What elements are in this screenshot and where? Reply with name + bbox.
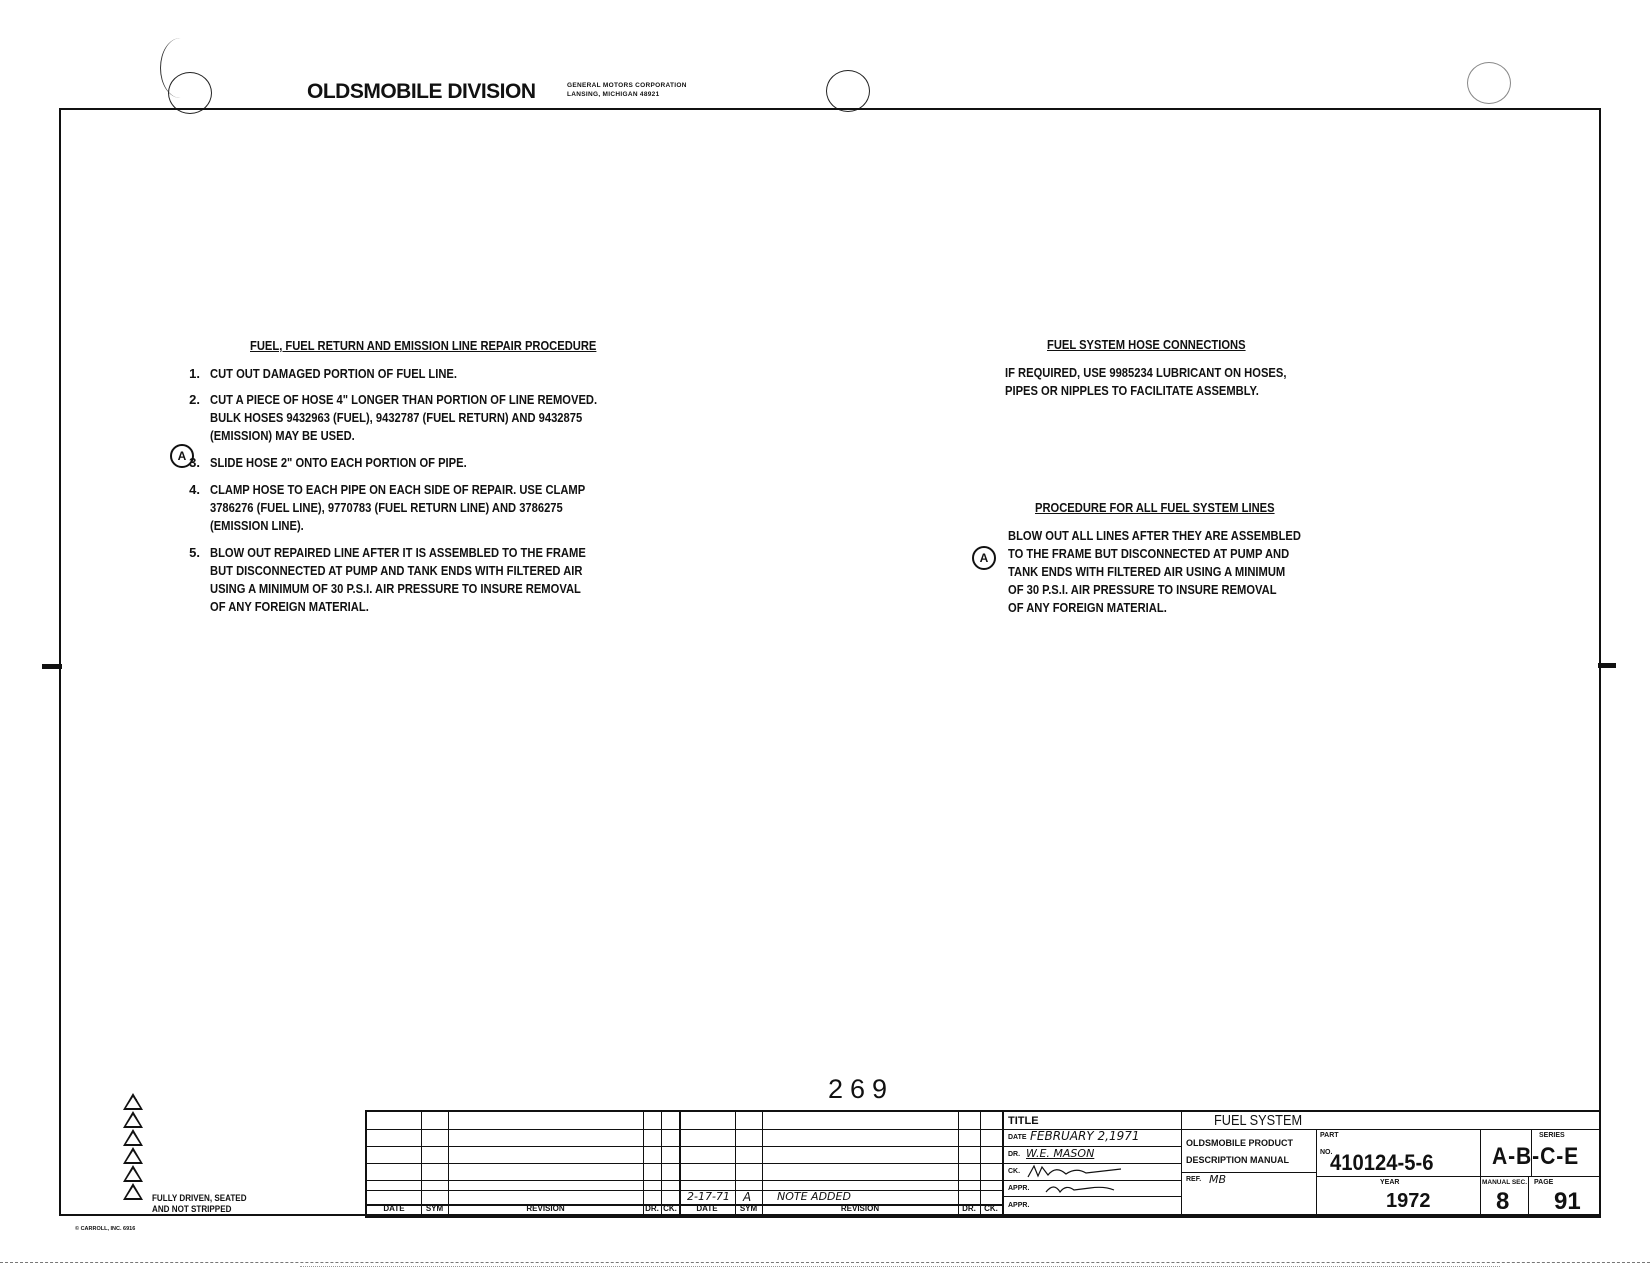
- hose-connections-text: IF REQUIRED, USE 9985234 LUBRICANT ON HOSES, PIPES OR NIPPLES TO FACILITATE ASSEMBLY.: [1005, 365, 1287, 398]
- repair-procedure-title: FUEL, FUEL RETURN AND EMISSION LINE REPAIR PROCEDURE: [250, 338, 597, 353]
- right-margin-mark: [1598, 663, 1616, 668]
- left-margin-mark: [42, 664, 62, 669]
- procedure-step-2: 2. CUT A PIECE OF HOSE 4" LONGER THAN PORTION OF LINE REMOVED. BULK HOSES 9432963 (FUEL), 9432787 (FUEL RETURN) AND 9432875 (EMISSION) MAY BE USED.: [189, 392, 598, 443]
- corporation-info: GENERAL MOTORS CORPORATION LANSING, MICHIGAN 48921: [567, 82, 687, 98]
- approver-signature: [1044, 1180, 1124, 1196]
- revision-table: DATE SYM REVISION DR. CK. DATE SYM REVISION DR. CK. 2-17-71 A NOTE ADDED: [365, 1110, 1002, 1218]
- fuel-lines-procedure-title: PROCEDURE FOR ALL FUEL SYSTEM LINES: [1035, 500, 1275, 515]
- manual-section: 8: [1496, 1188, 1510, 1215]
- drawing-title: FUEL SYSTEM: [1214, 1112, 1303, 1129]
- procedure-step-3: 3. SLIDE HOSE 2" ONTO EACH PORTION OF PIPE.: [189, 455, 467, 470]
- binder-ring-right: [1467, 62, 1511, 104]
- printer-mark: © CARROLL, INC. 6916: [75, 1226, 136, 1232]
- revision-marker-a: A: [170, 444, 194, 468]
- part-number: 410124-5-6: [1330, 1150, 1434, 1175]
- reference-code: MB: [1209, 1173, 1227, 1186]
- page-number: 269: [828, 1074, 895, 1104]
- legend-note: FULLY DRIVEN, SEATED AND NOT STRIPPED: [152, 1193, 247, 1215]
- fuel-lines-procedure-text: BLOW OUT ALL LINES AFTER THEY ARE ASSEMBLED TO THE FRAME BUT DISCONNECTED AT PUMP AND TANK ENDS WITH FILTERED AIR USING A MINIMUM OF 30 P.S.I. AIR PRESSURE TO INSURE REMOVAL OF ANY FOREIGN MATERIAL.: [1008, 528, 1301, 615]
- drawn-by: W.E. MASON: [1026, 1147, 1095, 1160]
- legend-triangles: 5 4 3 2 1 0: [123, 1093, 153, 1203]
- drawing-date: FEBRUARY 2,1971: [1030, 1129, 1140, 1143]
- series-codes: A-B-C-E: [1492, 1143, 1580, 1170]
- procedure-step-4: 4. CLAMP HOSE TO EACH PIPE ON EACH SIDE OF REPAIR. USE CLAMP 3786276 (FUEL LINE), 9770783 (FUEL RETURN LINE) AND 3786275 (EMISSION LINE).: [189, 482, 586, 533]
- title-block: TITLE FUEL SYSTEM DATE FEBRUARY 2,1971 DR. W.E. MASON CK. APPR. APPR. OLDSMOBILE PRODUCT DESCRIPTION MANUAL REF. MB PART NO. 410124-5-6 SERIES A-B-C-E YEAR 1972 MANUAL SEC. 8 PAGE 91: [1002, 1110, 1601, 1218]
- scan-artifact-line: [0, 1262, 1650, 1264]
- hose-connections-title: FUEL SYSTEM HOSE CONNECTIONS: [1047, 337, 1246, 352]
- manual-page: 91: [1554, 1188, 1581, 1215]
- page-frame: [59, 108, 1601, 1216]
- revision-marker-a: A: [972, 546, 996, 570]
- year: 1972: [1386, 1190, 1431, 1212]
- checker-signature: [1026, 1163, 1126, 1180]
- binder-ring-center: [826, 70, 870, 112]
- revision-entry-text: NOTE ADDED: [777, 1190, 851, 1203]
- division-title: OLDSMOBILE DIVISION: [307, 80, 536, 103]
- procedure-step-1: 1. CUT OUT DAMAGED PORTION OF FUEL LINE.: [189, 366, 457, 381]
- procedure-step-5: 5. BLOW OUT REPAIRED LINE AFTER IT IS ASSEMBLED TO THE FRAME BUT DISCONNECTED AT PUMP AND TANK ENDS WITH FILTERED AIR USING A MINIMUM OF 30 P.S.I. AIR PRESSURE TO INSURE REMOVAL OF ANY FOREIGN MATERIAL.: [189, 545, 586, 614]
- hole-mark: [160, 38, 201, 98]
- scan-artifact-line: [300, 1266, 1500, 1268]
- revision-entry-date: 2-17-71: [687, 1190, 730, 1203]
- revision-entry-sym: A: [743, 1190, 752, 1204]
